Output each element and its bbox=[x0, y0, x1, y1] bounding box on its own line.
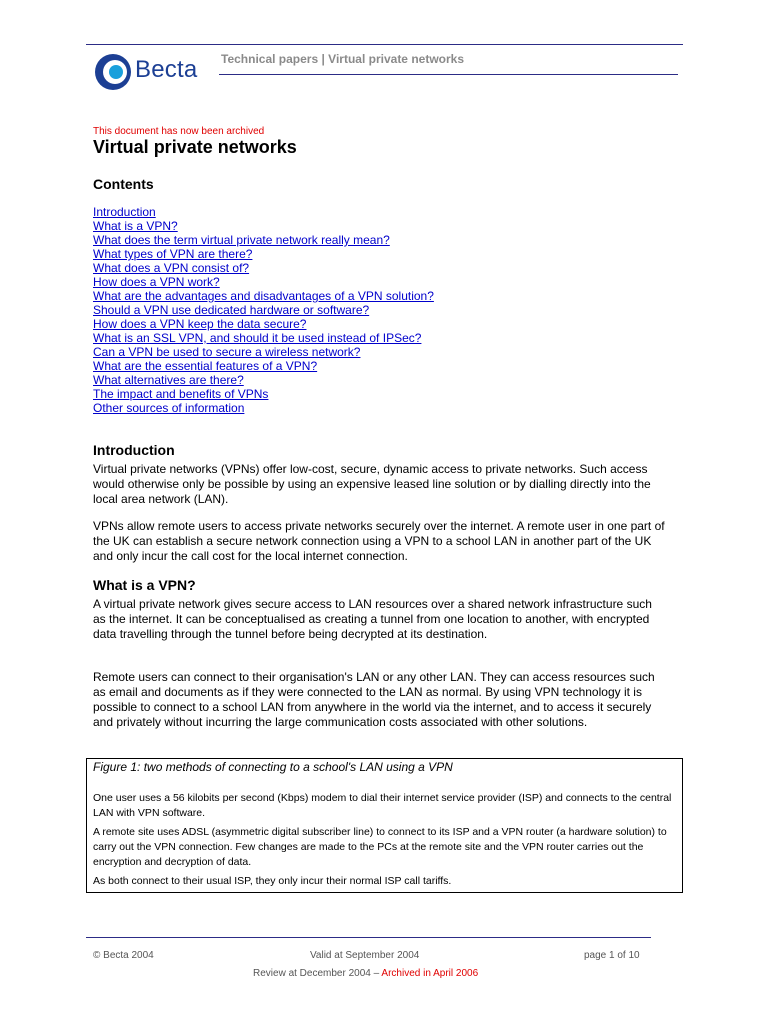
toc-link-essential-features[interactable]: What are the essential features of a VPN? bbox=[93, 359, 318, 373]
introduction-heading: Introduction bbox=[93, 442, 175, 458]
footer-page-number: page 1 of 10 bbox=[584, 950, 640, 961]
figure-paragraph-3: As both connect to their usual ISP, they only incur their normal ISP call tariffs. bbox=[93, 875, 452, 887]
introduction-paragraph-1: Virtual private networks (VPNs) offer low-cost, secure, dynamic access to private networks. Such access would otherwise only be possible by using an expensive leased line solution or by dialling directly into the local area network (LAN). bbox=[93, 462, 651, 506]
toc-link-how-vpn-works[interactable]: How does a VPN work? bbox=[93, 275, 220, 289]
footer-review-line bbox=[253, 968, 478, 979]
archived-notice: This document has now been archived bbox=[93, 126, 265, 137]
what-is-vpn-paragraph-2: Remote users can connect to their organisation's LAN or any other LAN. They can access resources such as email and documents as if they were connected to the LAN as normal. By using VPN technology it is possible to connect to a school LAN from anywhere in the world via the internet, and to access it securely and privately without incurring the large communication costs associated with other solutions. bbox=[93, 670, 655, 729]
toc-link-alternatives[interactable]: What alternatives are there? bbox=[93, 373, 244, 387]
introduction-paragraph-2: VPNs allow remote users to access private networks securely over the internet. A remote user in one part of the UK can establish a secure network connection using a VPN to a school LAN in another part of the UK and only incur the call cost for the local internet connection. bbox=[93, 519, 665, 563]
what-is-vpn-heading: What is a VPN? bbox=[93, 577, 196, 593]
figure-paragraph-2: A remote site uses ADSL (asymmetric digital subscriber line) to connect to its ISP and a VPN router (a hardware solution) to carry out the VPN connection. Few changes are made to the PCs at the remote site and the VPN router carries out the encryption and decryption of data. bbox=[93, 826, 667, 868]
logo-text: Becta bbox=[135, 56, 198, 83]
toc-link-data-security[interactable]: How does a VPN keep the data secure? bbox=[93, 317, 307, 331]
footer-copyright: © Becta 2004 bbox=[93, 950, 154, 961]
what-is-vpn-paragraph-1: A virtual private network gives secure access to LAN resources over a shared network infrastructure such as the internet. It can be conceptualised as creating a tunnel from one location to another, with encrypted data travelling through the tunnel before being decrypted at its destination. bbox=[93, 597, 652, 641]
toc-link-advantages[interactable]: What are the advantages and disadvantages of a VPN solution? bbox=[93, 289, 434, 303]
header-rule bbox=[219, 74, 678, 75]
footer-archived-date: Archived in April 2006 bbox=[381, 968, 479, 979]
footer-rule bbox=[86, 937, 651, 938]
figure-caption: Figure 1: two methods of connecting to a school's LAN using a VPN bbox=[93, 760, 453, 774]
toc-link-hardware-software[interactable]: Should a VPN use dedicated hardware or software? bbox=[93, 303, 370, 317]
toc-link-impact-benefits[interactable]: The impact and benefits of VPNs bbox=[93, 387, 269, 401]
table-of-contents bbox=[93, 205, 434, 415]
toc-link-other-sources[interactable]: Other sources of information bbox=[93, 401, 245, 415]
figure-paragraph-1: One user uses a 56 kilobits per second (Kbps) modem to dial their internet service provider (ISP) and connects to the central LAN with VPN software. bbox=[93, 792, 672, 819]
toc-link-what-is-a-vpn[interactable]: What is a VPN? bbox=[93, 219, 178, 233]
toc-link-vpn-components[interactable]: What does a VPN consist of? bbox=[93, 261, 250, 275]
footer-review-date: Review at December 2004 – bbox=[253, 968, 380, 979]
toc-link-introduction[interactable]: Introduction bbox=[93, 205, 156, 219]
footer-valid-date: Valid at September 2004 bbox=[310, 950, 420, 961]
contents-heading: Contents bbox=[93, 176, 154, 192]
toc-link-ssl-vpn[interactable]: What is an SSL VPN, and should it be used instead of IPSec? bbox=[93, 331, 422, 345]
toc-link-wireless[interactable]: Can a VPN be used to secure a wireless network? bbox=[93, 345, 361, 359]
header-top-rule bbox=[86, 44, 683, 45]
page-title: Virtual private networks bbox=[93, 137, 297, 157]
toc-link-term-meaning[interactable]: What does the term virtual private network really mean? bbox=[93, 233, 390, 247]
header-title: Technical papers | Virtual private networks bbox=[221, 52, 464, 66]
toc-link-vpn-types[interactable]: What types of VPN are there? bbox=[93, 247, 253, 261]
figure-box bbox=[86, 758, 683, 893]
becta-logo bbox=[94, 53, 206, 91]
becta-logo-icon bbox=[94, 53, 132, 91]
